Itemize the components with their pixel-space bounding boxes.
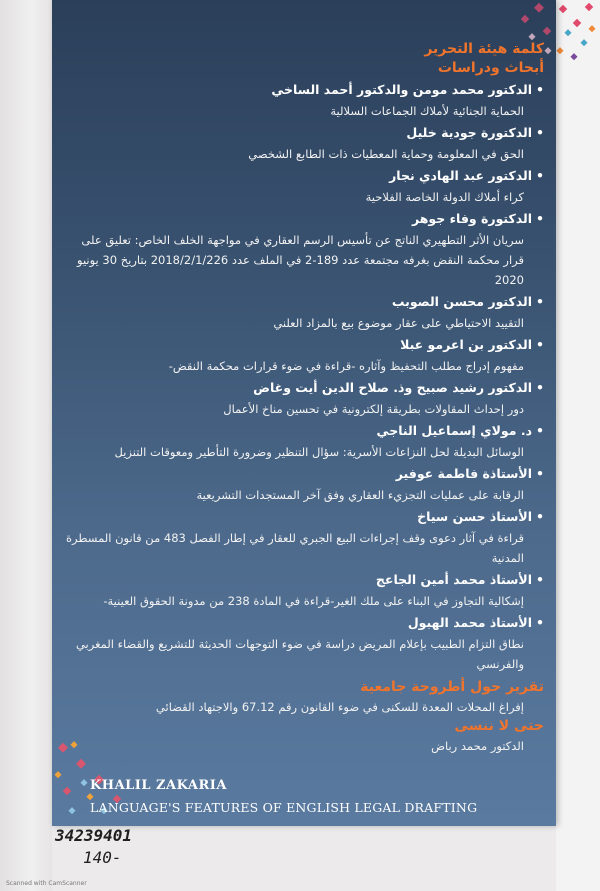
entry-author: [64, 334, 544, 356]
bullet-icon: •: [536, 337, 544, 352]
book-back-cover: [52, 0, 556, 826]
entry-author-name: الأستاذ محمد أمين الجاعج: [375, 572, 532, 587]
entry-author: [64, 291, 544, 313]
bullet-icon: •: [536, 572, 544, 587]
entry-title: سريان الأثر التطهيري الناتج عن تأسيس الرسم العقاري في مواجهة الخلف الخاص: تعليق على قرار محكمة النقض بغرفه مجتمعة عدد 189-2 في الملف عدد 2018/2/1/226 بتاريخ 30 يونيو 2020: [77, 233, 524, 287]
entry-author-name: الأستاذ حسن سياخ: [417, 509, 532, 524]
entry-title: الرقابة على عمليات التجزيء العقاري وفق آخر المستجدات التشريعية: [196, 488, 524, 502]
entry-title: الحق في المعلومة وحماية المعطيات ذات الطابع الشخصي: [248, 147, 524, 161]
entry-title: نطاق التزام الطبيب بإعلام المريض دراسة في ضوء التوجهات الحديثة للتشريع والقضاء المغربي والفرنسي: [75, 637, 524, 671]
scanner-watermark: Scanned with CamScanner: [6, 880, 87, 887]
bullet-icon: •: [536, 509, 544, 524]
editorial-heading: كلمة هيئة التحرير: [424, 41, 544, 57]
page-edge: [0, 0, 52, 891]
bullet-icon: •: [536, 423, 544, 438]
entry-title: قراءة في آثار دعوى وقف إجراءات البيع الجبري للعقار في إطار الفصل 483 من قانون المسطرة المدنية: [66, 531, 524, 565]
mosaic-top-right: [556, 0, 600, 70]
stamp-number: 34239401: [55, 826, 133, 845]
bullet-icon: •: [536, 82, 544, 97]
entry-title: إشكالية التجاوز في البناء على ملك الغير-قراءة في المادة 238 من مدونة الحقوق العينية-: [103, 594, 524, 608]
entry-title: مفهوم إدراج مطلب التحفيظ وآثاره -قراءة في ضوء قرارات محكمة النقض-: [168, 359, 524, 373]
english-article: [90, 778, 477, 815]
table-of-contents: [64, 40, 544, 756]
stamp-price: 140-: [83, 848, 122, 867]
entry-author-name: د. مولاي إسماعيل الناجي: [376, 423, 532, 438]
entry-author-name: الدكتور رشيد صبيح وذ. صلاح الدين أيت وغاض: [253, 380, 532, 395]
report-title: إفراغ المحلات المعدة للسكنى في ضوء القانون رقم 67.12 والاجتهاد القضائي: [155, 700, 524, 714]
entry-author-name: الدكتور بن اعرمو عبلا: [400, 337, 532, 352]
bullet-icon: •: [536, 168, 544, 183]
entry-author: [64, 463, 544, 485]
research-section-heading: أبحاث ودراسات: [437, 60, 544, 76]
entry-title: الحماية الجنائية لأملاك الجماعات السلالية: [330, 104, 524, 118]
bullet-icon: •: [536, 615, 544, 630]
library-stamp: [55, 826, 132, 868]
entry-author-name: الدكتور محسن الصوبب: [391, 294, 532, 309]
entry-title: دور إحداث المقاولات بطريقة إلكترونية في تحسين مناخ الأعمال: [223, 402, 524, 416]
entry-author: [64, 377, 544, 399]
bullet-icon: •: [536, 211, 544, 226]
entry-title: الوسائل البديلة لحل النزاعات الأسرية: سؤال التنظير وضرورة التأطير ومعوقات التنزيل: [114, 445, 524, 459]
reminder-section-heading: حتى لا ننسى: [454, 718, 544, 734]
right-strip: [556, 0, 600, 891]
entry-title: التقييد الاحتياطي على عقار موضوع بيع بالمزاد العلني: [273, 316, 524, 330]
entry-author: [64, 165, 544, 187]
entry-title: كراء أملاك الدولة الخاصة الفلاحية: [365, 190, 524, 204]
bullet-icon: •: [536, 125, 544, 140]
entry-author-name: الدكتورة جودية خليل: [406, 125, 532, 140]
entry-author: [64, 612, 544, 634]
entry-author: [64, 569, 544, 591]
bullet-icon: •: [536, 294, 544, 309]
bullet-icon: •: [536, 466, 544, 481]
entry-author-name: الدكتور محمد مومن والدكتور أحمد الساخي: [271, 82, 532, 97]
reminder-author: الدكتور محمد رباض: [431, 739, 524, 753]
entry-author-name: الأستاذة فاطمة عوفير: [395, 466, 532, 481]
entry-author-name: الدكتورة وفاء جوهر: [411, 211, 532, 226]
english-title: LANGUAGE'S FEATURES OF ENGLISH LEGAL DRAFTING: [90, 800, 478, 815]
entry-author: [64, 420, 544, 442]
bullet-icon: •: [536, 380, 544, 395]
entry-author: [64, 122, 544, 144]
entry-author-name: الأستاذ محمد الهبول: [407, 615, 532, 630]
entry-author: [64, 506, 544, 528]
entry-author-name: الدكتور عبد الهادي نجار: [389, 168, 532, 183]
entries-list: [64, 79, 544, 674]
report-section-heading: تقرير حول أطروحة جامعية: [360, 679, 544, 695]
entry-author: [64, 208, 544, 230]
english-author: KHALIL ZAKARIA: [90, 778, 227, 793]
entry-author: [64, 79, 544, 101]
